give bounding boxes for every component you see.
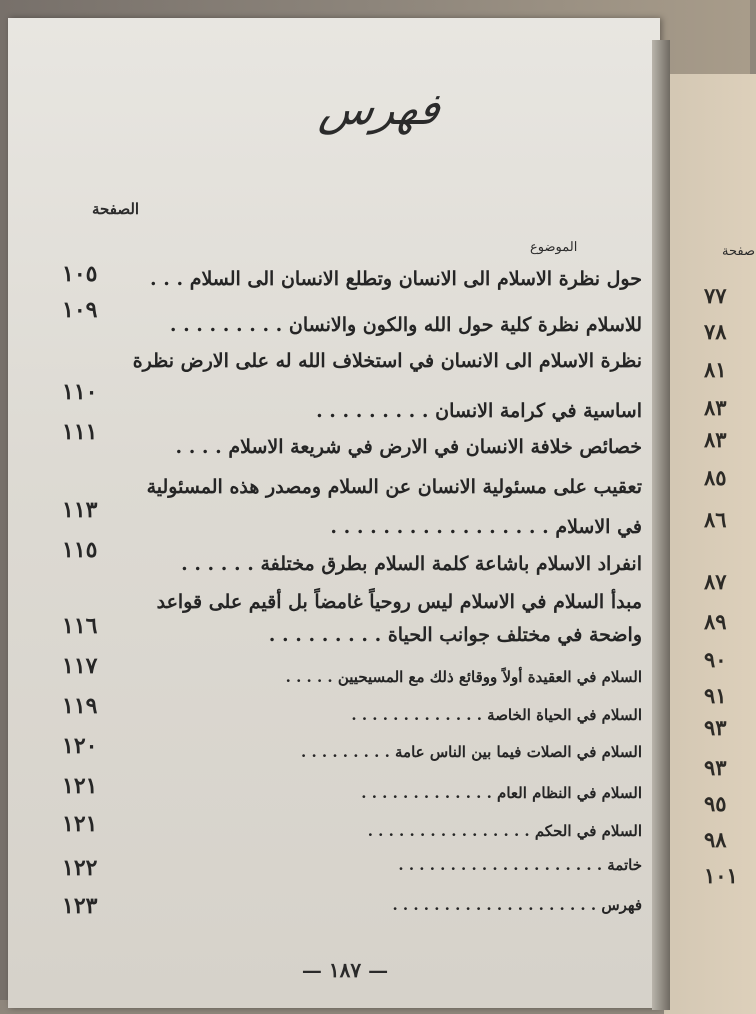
toc-page-number: ١٢٢ [62, 855, 98, 881]
toc-entry-line: نظرة الاسلام الى الانسان في استخلاف الله له على الارض نظرة [132, 350, 642, 372]
toc-page-number: ١١٠ [62, 379, 98, 405]
toc-entry-line: في الاسلام . . . . . . . . . . . . . . . . . [330, 516, 642, 538]
page-footer-number: — ١٨٧ — [301, 958, 389, 982]
toc-entry-line: خصائص خلافة الانسان في الارض في شريعة الاسلام . . . . [175, 436, 642, 458]
right-page-number: ٩٥ [704, 791, 727, 816]
right-page-number: ٨٥ [704, 465, 727, 490]
toc-page-number: ١٢٠ [62, 733, 98, 759]
right-page-number: ٨٣ [704, 427, 727, 452]
right-page-column-header: صفحة [722, 244, 755, 259]
right-page-number: ٩٠ [704, 647, 727, 672]
toc-entry-line: السلام في النظام العام . . . . . . . . . . . . . [361, 784, 642, 802]
right-page-number: ٩١ [704, 683, 727, 708]
toc-page-number: ١٢١ [62, 811, 98, 837]
right-page-number: ٧٨ [704, 319, 727, 344]
toc-page-number: ١١٣ [62, 497, 98, 523]
right-page-number: ٨١ [704, 357, 727, 382]
toc-page-number: ١٠٥ [62, 261, 98, 287]
right-page-number: ٧٧ [704, 283, 727, 308]
toc-page-number: ١١٥ [62, 537, 98, 563]
toc-entry-line: السلام في العقيدة أولاً ووقائع ذلك مع المسيحيين . . . . . [285, 668, 642, 686]
right-page-number: ٩٣ [704, 715, 727, 740]
topic-column-header: الموضوع [530, 240, 578, 255]
right-page-number: ٩٣ [704, 755, 727, 780]
toc-page-number: ١١٦ [62, 613, 98, 639]
toc-entry-line: للاسلام نظرة كلية حول الله والكون والانسان . . . . . . . . . [169, 314, 642, 336]
toc-page-number: ١٢١ [62, 773, 98, 799]
page-title: فهرس [316, 84, 444, 135]
right-page-number: ٨٣ [704, 395, 727, 420]
toc-entry-line: السلام في الحكم . . . . . . . . . . . . . . . . [367, 822, 642, 840]
toc-entry-line: فهرس . . . . . . . . . . . . . . . . . . . . [392, 896, 642, 914]
toc-entry-line: واضحة في مختلف جوانب الحياة . . . . . . . . . [268, 624, 642, 646]
right-page-number: ٩٨ [704, 827, 727, 852]
book-gutter [652, 40, 670, 1010]
right-page-number: ٨٦ [704, 507, 727, 532]
right-page-number: ٨٧ [704, 569, 727, 594]
page-column-header: الصفحة [92, 200, 140, 218]
toc-entry-line: مبدأ السلام في الاسلام ليس روحياً غامضاً بل أقيم على قواعد [156, 591, 642, 613]
toc-entry-line: تعقيب على مسئولية الانسان عن السلام ومصدر هذه المسئولية [146, 476, 642, 498]
toc-entry-line: السلام في الصلات فيما بين الناس عامة . . . . . . . . . [301, 743, 642, 761]
toc-entry-line: انفراد الاسلام باشاعة كلمة السلام بطرق مختلفة . . . . . . [181, 553, 642, 575]
toc-entry-line: حول نظرة الاسلام الى الانسان وتطلع الانسان الى السلام . . . [150, 268, 642, 290]
toc-page-number: ١١٧ [62, 653, 98, 679]
toc-page-number: ١١١ [62, 419, 98, 445]
toc-entry-line: خاتمة . . . . . . . . . . . . . . . . . . . . [398, 856, 642, 874]
right-page-number: ٨٩ [704, 609, 727, 634]
toc-page-number: ١٢٣ [62, 893, 98, 919]
right-page-number: ١٠١ [704, 863, 738, 888]
toc-page-number: ١٠٩ [62, 297, 98, 323]
toc-entry-line: اساسية في كرامة الانسان . . . . . . . . . [316, 400, 642, 422]
toc-entry-line: السلام في الحياة الخاصة . . . . . . . . . . . . . [351, 706, 642, 724]
toc-page-number: ١١٩ [62, 693, 98, 719]
